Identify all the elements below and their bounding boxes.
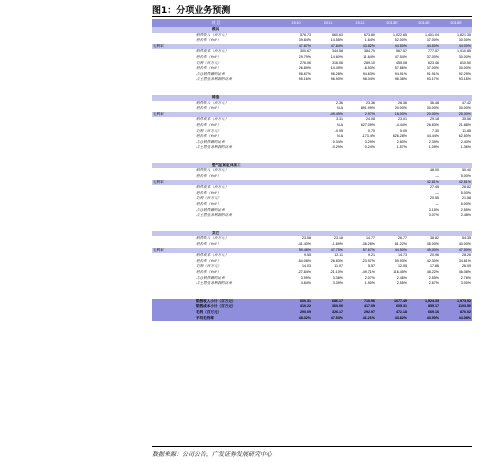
table-cell — [440, 151, 472, 163]
row-label: 毛利（百万元） — [196, 264, 222, 269]
table-cell — [408, 151, 440, 163]
table-cell: 627.09% — [360, 122, 375, 127]
table-cell: -54.08% — [297, 258, 311, 263]
table-cell: 4.84% — [300, 281, 311, 286]
table-cell: 30.00% — [458, 106, 471, 111]
table-cell: 40.00% — [458, 242, 471, 246]
table-cell — [376, 83, 408, 95]
row-label: 增长率（YoY） — [196, 54, 221, 59]
row-label: 毛利（百万元） — [196, 128, 222, 133]
table-cell — [440, 287, 472, 299]
table-cell: -0.29% — [331, 145, 343, 150]
table-cell: 2.55% — [396, 281, 407, 286]
table-cell: 30.00% — [458, 38, 471, 43]
table-row — [152, 316, 472, 322]
table-cell — [312, 83, 344, 95]
table-cell — [280, 83, 312, 95]
table-cell — [312, 151, 344, 163]
table-cell: 1,010.85 — [457, 49, 471, 54]
table-cell: 36.48 — [430, 100, 439, 105]
row-label: 毛利率 — [152, 180, 280, 186]
table-cell: 7.30 — [432, 128, 439, 133]
header-cell: 2011 — [312, 19, 344, 27]
table-cell: 623.46 — [428, 60, 439, 65]
table-cell: 21.88% — [458, 122, 471, 127]
table-cell: 2.46% — [396, 275, 407, 280]
table-cell: 660.63 — [332, 32, 343, 37]
table-cell: -23.97% — [361, 258, 375, 263]
table-cell: 0.24% — [364, 145, 375, 150]
table-cell: 34.81% — [458, 258, 471, 263]
table-cell: 14.49% — [330, 66, 343, 71]
row-label: 增长率（YoY） — [196, 190, 221, 195]
table-cell: 25.00% — [440, 112, 472, 118]
table-cell: 1,821.35 — [457, 32, 471, 37]
table-cell: 855.17 — [408, 304, 440, 310]
table-cell: 39.84% — [298, 38, 311, 43]
table-cell: 360.00 — [312, 304, 344, 310]
table-cell: 3.99% — [300, 275, 311, 280]
table-cell: 95.16% — [298, 77, 311, 82]
table-cell: 14.03 — [302, 264, 311, 269]
table-cell: 14.60% — [330, 54, 343, 59]
table-cell: 54.35 — [462, 236, 471, 241]
row-label: 模具 — [152, 27, 280, 33]
table-cell: 3.38% — [332, 275, 343, 280]
table-cell: 47.54% — [394, 54, 407, 59]
row-label: 销售成本小计（百万元） — [152, 304, 280, 310]
table-cell: 42.81% — [440, 180, 472, 186]
row-label — [152, 287, 280, 299]
table-cell — [440, 83, 472, 95]
table-cell: 14.77 — [366, 236, 375, 241]
table-cell: 37.00% — [426, 38, 439, 43]
table-cell — [312, 287, 344, 299]
row-label: 占总销售额的比重 — [196, 139, 225, 144]
table-cell: 21.58 — [462, 196, 471, 201]
table-cell — [344, 151, 376, 163]
table-cell: 384.70 — [364, 49, 375, 54]
row-label: 占主营业务利润的比重 — [196, 281, 232, 286]
spacer-row — [152, 287, 472, 299]
table-cell: 47.87% — [280, 44, 312, 50]
table-cell: 47.50% — [440, 248, 472, 254]
table-cell: 1,022.65 — [393, 32, 407, 37]
table-cell: 472.18 — [376, 310, 408, 316]
row-label: 毛利（百万元） — [196, 60, 222, 65]
table-cell: 2.67% — [428, 281, 439, 286]
table-cell: 47.75% — [312, 248, 344, 254]
table-cell: 44.50% — [408, 44, 440, 50]
header-cell: 2015E — [440, 19, 472, 27]
table-cell: 91.91% — [426, 71, 439, 76]
table-cell: -1.69% — [331, 242, 343, 246]
row-label — [152, 83, 280, 95]
table-cell: — — [435, 174, 439, 179]
table-cell: 1,401.04 — [425, 32, 439, 37]
table-cell: 42.30% — [426, 258, 439, 263]
header-cell: 2010 — [280, 19, 312, 27]
table-cell: 28.36 — [398, 100, 407, 105]
table-cell: 567.57 — [396, 49, 407, 54]
table-cell: 44.00% — [440, 44, 472, 50]
table-cell: 686.17 — [312, 299, 344, 305]
row-label: 销售收入（百万元） — [196, 168, 229, 173]
table-cell: 326.17 — [312, 310, 344, 316]
row-label: 占主营业务利润的比重 — [196, 145, 232, 150]
table-cell: 37.00% — [426, 66, 439, 71]
table-cell: 37.00% — [426, 54, 439, 59]
table-cell: 24.08 — [366, 117, 375, 122]
row-label: 毛利（百万元） — [196, 196, 222, 201]
table-cell: 3.00% — [460, 281, 471, 286]
table-cell — [376, 219, 408, 231]
table-cell: 1.36% — [460, 145, 471, 150]
header-cell: 项 目 — [152, 19, 280, 27]
row-label: 毛利率 — [152, 44, 280, 50]
table-cell: 59.93% — [394, 258, 407, 263]
table-cell: 5.00% — [460, 174, 471, 179]
table-cell: 116.45% — [393, 269, 407, 274]
table-cell: 20.00% — [408, 112, 440, 118]
table-cell: 96.90% — [330, 77, 343, 82]
table-cell: 28.82 — [462, 185, 471, 190]
table-cell — [376, 151, 408, 163]
row-label: 占主营业务利润的比重 — [196, 77, 232, 82]
table-cell: 20.00% — [394, 106, 407, 111]
row-label: 增长率（YoY） — [196, 269, 221, 274]
table-cell: 48.00 — [430, 168, 439, 173]
table-cell: — — [435, 190, 439, 195]
row-label: 销售成本（百万元） — [196, 49, 229, 54]
table-cell: 1.90% — [364, 281, 375, 286]
table-cell: 26.83% — [330, 258, 343, 263]
bottom-rule — [152, 446, 472, 447]
table-cell: 0.34% — [332, 139, 343, 144]
table-cell — [280, 219, 312, 231]
table-cell: 290.09 — [280, 310, 312, 316]
table-cell: 1,524.33 — [408, 299, 440, 305]
spacer-row — [152, 219, 472, 231]
table-cell: 47.42 — [462, 100, 471, 105]
table-cell: 9.55 — [304, 253, 311, 258]
table-cell: 3.31 — [336, 117, 343, 122]
row-label: 毛利率 — [152, 248, 280, 254]
table-cell: 96.38% — [394, 77, 407, 82]
table-cell: 673.80 — [364, 32, 375, 37]
table-cell: 42.81% — [408, 180, 440, 186]
spacer-row — [152, 83, 472, 95]
table-cell: 92.29% — [458, 71, 471, 76]
table-cell: 94.63% — [362, 71, 375, 76]
table-cell: 28.26 — [462, 253, 471, 258]
table-cell: 14.73 — [398, 253, 407, 258]
table-cell — [440, 219, 472, 231]
table-cell: 2.55% — [428, 275, 439, 280]
row-label: 占主营业务利润的比重 — [196, 213, 232, 218]
table-cell: -49.71% — [361, 269, 375, 274]
table-cell: 669.16 — [408, 310, 440, 316]
table-cell: -27.84% — [297, 269, 311, 274]
table-cell: 1.64% — [364, 38, 375, 43]
table-cell: 44.08% — [440, 316, 472, 322]
table-cell: N.A — [337, 134, 343, 139]
table-cell: 3.39% — [332, 281, 343, 286]
table-cell: 23.36 — [366, 100, 375, 105]
table-cell: 29.18 — [430, 117, 439, 122]
row-label: 增长率（YoY） — [196, 174, 221, 179]
table-cell: 455.08 — [396, 60, 407, 65]
row-label: 增长率（YoY） — [196, 38, 221, 43]
table-cell: 57.86% — [394, 66, 407, 71]
table-cell: 605.31 — [376, 304, 408, 310]
table-cell: 1077.49 — [376, 299, 408, 305]
table-cell: 1103.50 — [440, 304, 472, 310]
table-cell — [408, 219, 440, 231]
table-cell: 98.04% — [362, 77, 375, 82]
table-cell: 44.50% — [376, 248, 408, 254]
source-note: 数据来源：公司公告，广发证券发展研究中心 — [152, 451, 273, 458]
table-cell: 710.96 — [344, 299, 376, 305]
table-cell — [408, 287, 440, 299]
row-label: 增长率（YoY） — [196, 242, 221, 246]
table-cell: 777.57 — [428, 49, 439, 54]
table-cell: 96.67% — [298, 71, 311, 76]
table-cell: 417.99 — [344, 304, 376, 310]
table-cell: 23.01 — [398, 117, 407, 122]
table-cell — [344, 219, 376, 231]
table-cell: 27.45 — [430, 185, 439, 190]
row-label: 增长率（YoY） — [196, 122, 221, 127]
table-cell: 292.97 — [344, 310, 376, 316]
figure-title: 图1：分项业务预测 — [152, 6, 231, 16]
table-cell: 20.55 — [430, 196, 439, 201]
table-cell: 47.53% — [312, 316, 344, 322]
table-cell: 626.28% — [392, 134, 407, 139]
row-label: 增长率（YoY） — [196, 258, 221, 263]
table-cell: 23.58 — [302, 236, 311, 241]
table-cell: 43.90% — [408, 316, 440, 322]
spacer-row — [152, 151, 472, 163]
table-cell: 96.28% — [330, 71, 343, 76]
forecast-table — [152, 19, 472, 321]
table-cell: 2.36 — [336, 100, 343, 105]
table-cell: 870.02 — [440, 310, 472, 316]
table-cell — [376, 287, 408, 299]
table-cell: 43.82% — [344, 44, 376, 50]
table-cell: 18.00% — [376, 112, 408, 118]
table-cell: 46.08% — [458, 269, 471, 274]
row-label: 增长率（YoY） — [196, 202, 221, 207]
table-cell: 93.17% — [426, 77, 439, 82]
row-label: 占总销售额的比重 — [196, 71, 225, 76]
table-cell: 26.09 — [462, 264, 471, 269]
row-label: 占总销售额的比重 — [196, 275, 225, 280]
table-cell: 26.77 — [398, 236, 407, 241]
table-cell: 891.99% — [360, 106, 375, 111]
table-cell: -21.10% — [329, 269, 343, 274]
table-cell: -8.53% — [363, 66, 375, 71]
table-cell: 276.06 — [300, 60, 311, 65]
table-cell: 289.10 — [364, 60, 375, 65]
table-cell: 11.64% — [363, 54, 375, 59]
table-cell: -4.44% — [395, 122, 407, 127]
table-cell: 93.16% — [458, 77, 471, 82]
row-label: 占总销售额的比重 — [196, 207, 225, 212]
table-cell: 26.83% — [426, 122, 439, 127]
table-cell: 2.39% — [428, 139, 439, 144]
table-cell: 30.00% — [458, 54, 471, 59]
table-cell — [312, 219, 344, 231]
table-cell: 576.73 — [300, 32, 311, 37]
row-label: 增长率（YoY） — [196, 106, 221, 111]
table-cell: 14.55% — [330, 38, 343, 43]
row-label: 其它 — [152, 231, 280, 237]
table-cell: 300.67 — [300, 49, 311, 54]
table-cell: -49.49% — [312, 112, 344, 118]
table-header-row — [152, 19, 472, 27]
table-cell: 9.21 — [368, 253, 375, 258]
table-cell: 38.82 — [430, 236, 439, 241]
table-cell: 41.21% — [344, 316, 376, 322]
table-cell: 17.86 — [430, 264, 439, 269]
table-cell: 3.07% — [428, 213, 439, 218]
table-cell — [344, 287, 376, 299]
table-cell: 47.84% — [312, 44, 344, 50]
table-cell: 1,973.52 — [440, 299, 472, 305]
row-label: 销售成本（百万元） — [196, 253, 229, 258]
table-cell: 5.00% — [460, 190, 471, 195]
table-cell: 45.00% — [408, 248, 440, 254]
table-cell: 50.40 — [462, 168, 471, 173]
table-cell: 2.97% — [344, 112, 376, 118]
row-label: 增长率（YoY） — [196, 66, 221, 71]
table-cell: 44.50% — [376, 44, 408, 50]
title-rule — [152, 16, 472, 17]
table-cell: 12.05 — [398, 264, 407, 269]
table-cell: -173.4% — [361, 134, 375, 139]
table-cell: 12.11 — [334, 253, 343, 258]
table-cell: 1.57% — [396, 145, 407, 150]
table-cell: 45.00% — [426, 242, 439, 246]
row-label: 销售收入小计（百万元） — [152, 299, 280, 305]
table-cell — [344, 83, 376, 95]
table-cell: 2.60% — [396, 139, 407, 144]
row-label — [152, 219, 280, 231]
table-cell: 2.48% — [460, 213, 471, 218]
table-cell: 344.58 — [332, 49, 343, 54]
row-label: 销售成本（百万元） — [196, 117, 229, 122]
row-label: 销售收入（百万元） — [196, 236, 229, 241]
table-cell: 30.00% — [458, 66, 471, 71]
table-cell: 600.31 — [280, 299, 312, 305]
table-cell: 3.15% — [428, 207, 439, 212]
table-cell: 23.18 — [334, 236, 343, 241]
header-cell: 2012 — [344, 19, 376, 27]
table-cell — [280, 287, 312, 299]
table-cell: 44.44% — [426, 134, 439, 139]
row-label: 销售成本（百万元） — [196, 185, 229, 190]
table-cell: 62.50% — [458, 134, 471, 139]
table-cell: 11.85 — [462, 128, 471, 133]
table-cell: 57.67% — [344, 248, 376, 254]
table-cell: -0.95 — [334, 128, 343, 133]
row-label: 增长率（YoY） — [196, 134, 221, 139]
table-cell: 2.40% — [460, 139, 471, 144]
table-cell: 11.07 — [334, 264, 343, 269]
table-cell: 81.22% — [394, 242, 407, 246]
table-cell: 29.79% — [298, 54, 311, 59]
table-cell: N.A — [337, 106, 343, 111]
table-cell: 5.05 — [400, 128, 407, 133]
row-label: 平均毛利率 — [152, 316, 280, 322]
table-cell: 35.56 — [462, 117, 471, 122]
table-cell: 2.55% — [460, 207, 471, 212]
table-cell: 48.32% — [280, 316, 312, 322]
row-label — [152, 151, 280, 163]
row-label: 铸造 — [152, 95, 280, 101]
row-label: 毛利（百万元） — [152, 310, 280, 316]
table-cell: -36.28% — [361, 242, 375, 246]
table-cell: 43.82% — [376, 316, 408, 322]
table-cell: 0.70 — [368, 128, 375, 133]
table-cell: 810.50 — [460, 60, 471, 65]
table-cell: 316.06 — [332, 60, 343, 65]
table-cell — [280, 151, 312, 163]
row-label: 销售收入（百万元） — [196, 100, 229, 105]
table-cell: 1.09% — [428, 145, 439, 150]
table-cell: 52.00% — [394, 38, 407, 43]
row-label: 销售收入（百万元） — [196, 32, 229, 37]
table-cell: 2.07% — [364, 275, 375, 280]
table-cell: 26.89% — [298, 66, 311, 71]
table-cell: 20.96 — [430, 253, 439, 258]
table-cell: 5.57 — [368, 264, 375, 269]
row-label: 整气缸和缸体加工 — [152, 163, 280, 169]
table-cell: -41.40% — [297, 242, 311, 246]
table-cell: 59.48% — [280, 248, 312, 254]
table-cell — [408, 83, 440, 95]
table-cell: 48.22% — [426, 269, 439, 274]
table-cell: — — [435, 202, 439, 207]
table-cell: 30.00% — [426, 106, 439, 111]
table-cell: 3.29% — [364, 139, 375, 144]
table-cell: N.A — [337, 122, 343, 127]
table-cell: 310.22 — [280, 304, 312, 310]
table-cell: 94.91% — [394, 71, 407, 76]
header-cell: 2013E — [376, 19, 408, 27]
table-cell: 5.00% — [460, 202, 471, 207]
row-label: 毛利率 — [152, 112, 280, 118]
header-cell: 2014E — [408, 19, 440, 27]
table-cell: 2.76% — [460, 275, 471, 280]
